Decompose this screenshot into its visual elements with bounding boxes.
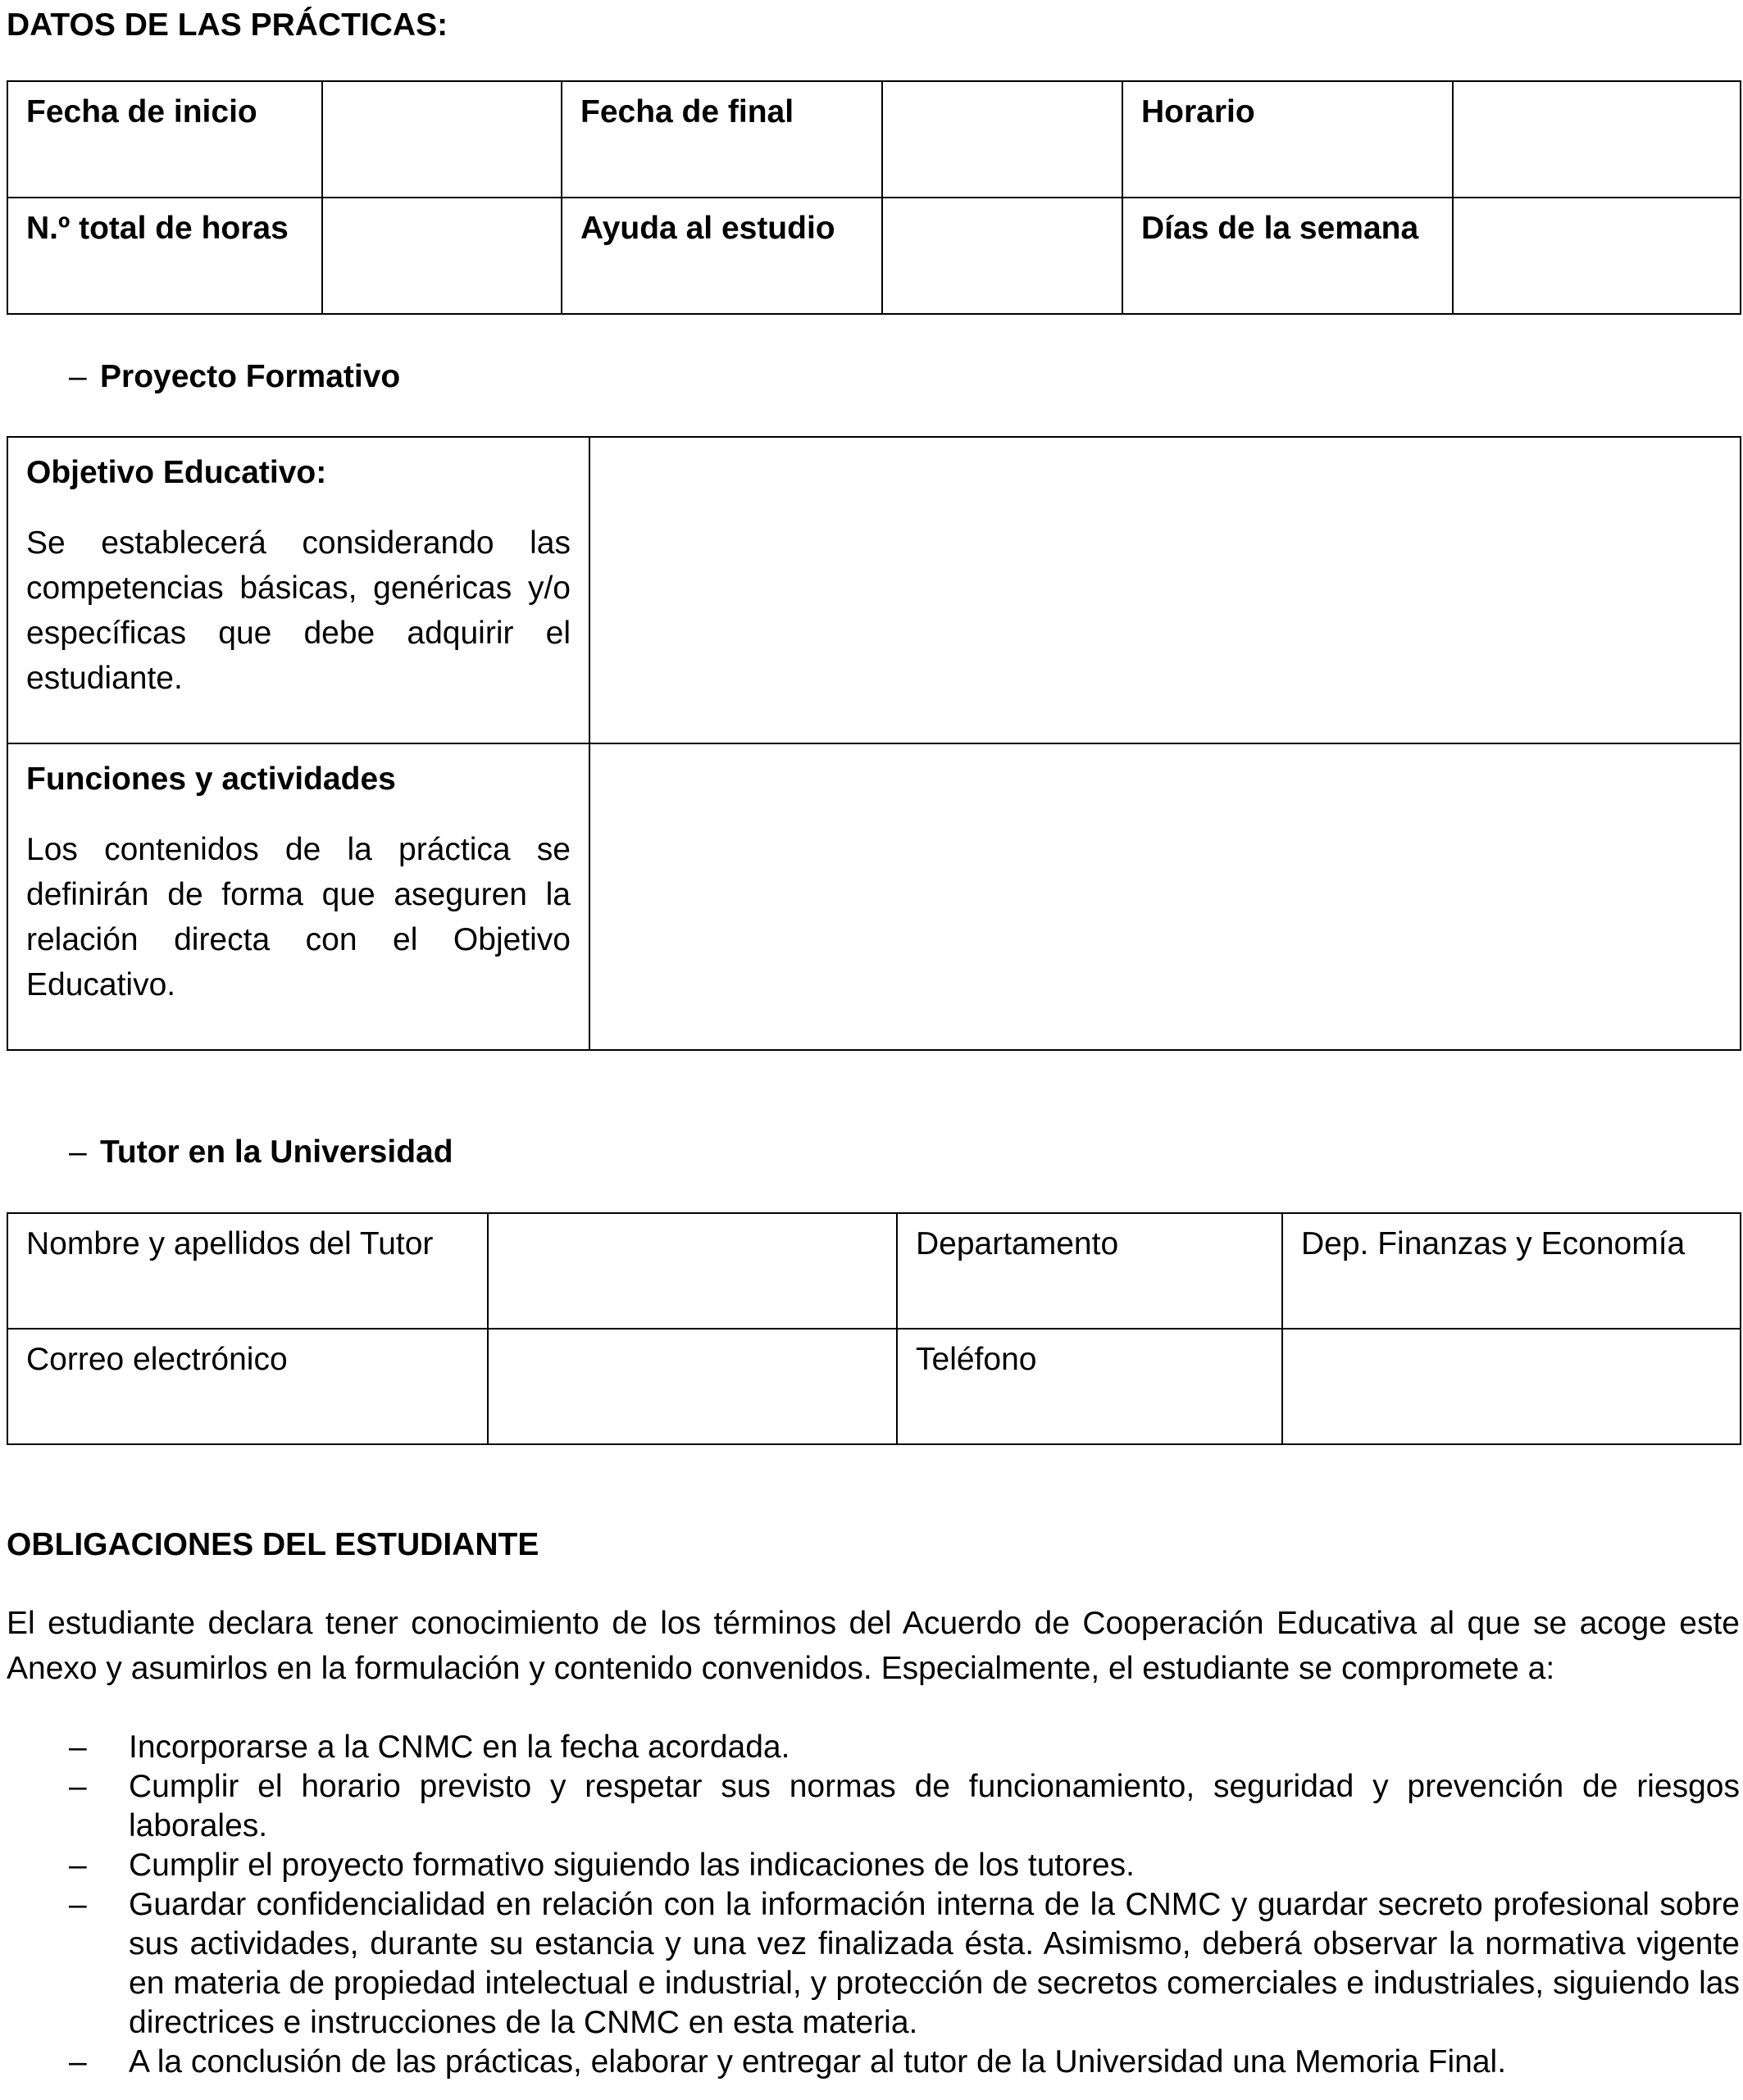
tutor-table (7, 1212, 1741, 1445)
fecha-inicio-value[interactable] (322, 81, 562, 198)
list-item (7, 1846, 1740, 1885)
departamento-value-cell (1282, 1213, 1741, 1329)
nombre-value[interactable] (488, 1213, 897, 1329)
obligaciones-list (7, 1728, 1740, 2082)
proyecto-heading (69, 358, 400, 397)
fecha-inicio-label: Fecha de inicio (26, 94, 257, 130)
funciones-cell (7, 743, 589, 1050)
nombre-label-cell (7, 1213, 488, 1329)
bullet-dash: – (69, 1769, 87, 1804)
dias-semana-label: Días de la semana (1141, 211, 1419, 246)
obligaciones-intro: El estudiante declara tener conocimiento de los términos del Acuerdo de Cooperación Educativa al que se acoge este Anexo y asumirlos en la formulación y contenido convenidos. Especialmente, el estudiante se compromete a: (7, 1606, 1740, 1686)
total-horas-label: N.º total de horas (26, 211, 289, 246)
list-item-text: Incorporarse a la CNMC en la fecha acordada. (129, 1730, 790, 1765)
objetivo-text: Se establecerá considerando las competencias básicas, genéricas y/o específicas que debe adquirir el estudiante. (26, 525, 571, 696)
correo-label: Correo electrónico (26, 1342, 288, 1377)
list-item (7, 1728, 1740, 1767)
fecha-final-label-cell (562, 81, 882, 198)
proyecto-table (7, 436, 1741, 1051)
telefono-label: Teléfono (916, 1342, 1037, 1377)
fecha-inicio-label-cell (7, 81, 322, 198)
horario-value[interactable] (1453, 81, 1741, 198)
telefono-label-cell (897, 1329, 1282, 1444)
list-item-text: Cumplir el proyecto formativo siguiendo las indicaciones de los tutores. (129, 1848, 1135, 1883)
departamento-value: Dep. Finanzas y Economía (1301, 1226, 1686, 1261)
tutor-title: Tutor en la Universidad (100, 1134, 453, 1170)
total-horas-value[interactable] (322, 198, 562, 314)
funciones-label: Funciones y actividades (26, 761, 396, 797)
ayuda-estudio-value[interactable] (882, 198, 1122, 314)
objetivo-label: Objetivo Educativo: (26, 455, 327, 490)
section-title: DATOS DE LAS PRÁCTICAS: (7, 7, 448, 43)
correo-value[interactable] (488, 1329, 897, 1444)
departamento-label: Departamento (916, 1226, 1119, 1261)
ayuda-estudio-label-cell (562, 198, 882, 314)
objetivo-value[interactable] (589, 437, 1741, 743)
obligaciones-title: OBLIGACIONES DEL ESTUDIANTE (7, 1527, 539, 1562)
funciones-text: Los contenidos de la práctica se definirán de forma que aseguren la relación directa con el Objetivo Educativo. (26, 831, 571, 1002)
dias-semana-label-cell (1122, 198, 1453, 314)
horario-label-cell (1122, 81, 1453, 198)
fecha-final-value[interactable] (882, 81, 1122, 198)
dash-marker: – (69, 359, 87, 394)
bullet-dash: – (69, 2044, 87, 2080)
telefono-value[interactable] (1282, 1329, 1741, 1444)
dash-marker: – (69, 1134, 87, 1170)
nombre-label: Nombre y apellidos del Tutor (26, 1226, 434, 1261)
dias-semana-value[interactable] (1453, 198, 1741, 314)
objetivo-cell (7, 437, 589, 743)
list-item-text: Cumplir el horario previsto y respetar sus normas de funcionamiento, seguridad y prevención de riesgos laborales. (129, 1769, 1740, 1843)
horario-label: Horario (1141, 94, 1255, 130)
list-item (7, 1885, 1740, 2043)
tutor-heading (69, 1134, 453, 1172)
list-item (7, 2043, 1740, 2082)
list-item-text: A la conclusión de las prácticas, elaborar y entregar al tutor de la Universidad una Memoria Final. (129, 2044, 1507, 2080)
list-item (7, 1767, 1740, 1846)
proyecto-title: Proyecto Formativo (100, 359, 401, 394)
funciones-value[interactable] (589, 743, 1741, 1050)
correo-label-cell (7, 1329, 488, 1444)
list-item-text: Guardar confidencialidad en relación con la información interna de la CNMC y guardar secreto profesional sobre sus actividades, durante su estancia y una vez finalizada ésta. Asimismo, deberá observar la normativa vigente en materia de propiedad intelectual e industrial, y protección de secretos comerciales e industriales, siguiendo las directrices e instrucciones de la CNMC en esta materia. (129, 1887, 1740, 2040)
total-horas-label-cell (7, 198, 322, 314)
ayuda-estudio-label: Ayuda al estudio (580, 211, 835, 246)
bullet-dash: – (69, 1887, 87, 1922)
bullet-dash: – (69, 1848, 87, 1883)
bullet-dash: – (69, 1730, 87, 1765)
fecha-final-label: Fecha de final (580, 94, 794, 130)
practicas-table (7, 80, 1741, 315)
departamento-label-cell (897, 1213, 1282, 1329)
